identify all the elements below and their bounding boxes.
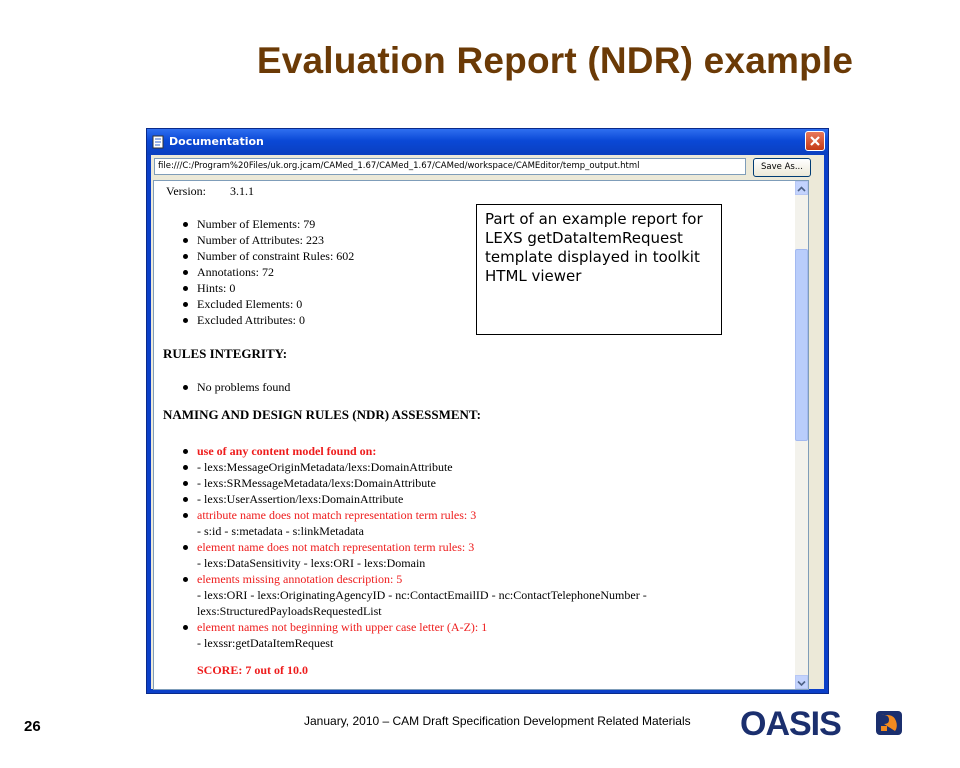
close-icon xyxy=(806,132,824,150)
version-value: 3.1.1 xyxy=(230,184,254,198)
list-item: element name does not match representation term rules: 3 xyxy=(182,539,647,555)
scrollbar-thumb[interactable] xyxy=(795,249,808,441)
logo-mark-icon xyxy=(876,711,902,735)
list-item: - lexssr:getDataItemRequest xyxy=(197,636,334,650)
list-item: lexs:StructuredPayloadsRequestedList xyxy=(197,604,382,618)
version-label: Version: xyxy=(166,184,206,198)
scroll-down-button[interactable] xyxy=(795,675,808,689)
list-item: use of any content model found on: xyxy=(182,443,647,459)
list-item: Number of constraint Rules: 602 xyxy=(182,248,354,264)
page-number: 26 xyxy=(24,718,41,735)
oasis-logo xyxy=(740,705,910,741)
url-field[interactable]: file:///C:/Program%20Files/uk.org.jcam/CAMed_1.67/CAMed_1.67/CAMed/workspace/CAMEditor/temp_output.html xyxy=(154,158,746,175)
close-button[interactable] xyxy=(805,131,825,151)
list-item: Annotations: 72 xyxy=(182,264,354,280)
score-text: SCORE: 7 out of 10.0 xyxy=(197,663,309,677)
version-line xyxy=(166,184,254,199)
list-item: Number of Elements: 79 xyxy=(182,216,354,232)
scroll-up-button[interactable] xyxy=(795,181,808,195)
list-item: attribute name does not match representation term rules: 3 xyxy=(182,507,647,523)
list-item: elements missing annotation description: 5 xyxy=(182,571,647,587)
slide-title: Evaluation Report (NDR) example xyxy=(256,40,854,81)
callout-note: Part of an example report for LEXS getDataItemRequest template displayed in toolkit HTML viewer xyxy=(476,204,722,335)
rules-list xyxy=(182,379,290,395)
list-item: Excluded Attributes: 0 xyxy=(182,312,354,328)
list-item: - lexs:ORI - lexs:OriginatingAgencyID - nc:ContactEmailID - nc:ContactTelephoneNumber - xyxy=(197,588,647,602)
rules-integrity-heading: RULES INTEGRITY: xyxy=(163,346,288,361)
list-item: - s:id - s:metadata - s:linkMetadata xyxy=(197,524,364,538)
list-item: No problems found xyxy=(182,379,290,395)
chevron-up-icon xyxy=(796,183,807,195)
list-item: Hints: 0 xyxy=(182,280,354,296)
window-title: Documentation xyxy=(169,135,264,148)
list-item: - lexs:DataSensitivity - lexs:ORI - lexs:Domain xyxy=(197,556,426,570)
logo-text: OASIS xyxy=(740,705,841,741)
list-item: - lexs:MessageOriginMetadata/lexs:DomainAttribute xyxy=(182,459,647,475)
ndr-heading: NAMING AND DESIGN RULES (NDR) ASSESSMENT: xyxy=(163,407,481,422)
ndr-list xyxy=(182,443,647,651)
list-item: Number of Attributes: 223 xyxy=(182,232,354,248)
list-item: - lexs:SRMessageMetadata/lexs:DomainAttribute xyxy=(182,475,647,491)
stats-list xyxy=(182,216,354,328)
list-item: Excluded Elements: 0 xyxy=(182,296,354,312)
vertical-scrollbar[interactable] xyxy=(795,181,808,689)
list-item: element names not beginning with upper case letter (A-Z): 1 xyxy=(182,619,647,635)
document-icon xyxy=(151,135,165,149)
chevron-down-icon xyxy=(796,677,807,689)
save-as-button[interactable]: Save As... xyxy=(753,158,811,177)
window-titlebar[interactable] xyxy=(147,129,828,155)
list-item: - lexs:UserAssertion/lexs:DomainAttribute xyxy=(182,491,647,507)
footer-text: January, 2010 – CAM Draft Specification Development Related Materials xyxy=(304,714,691,728)
